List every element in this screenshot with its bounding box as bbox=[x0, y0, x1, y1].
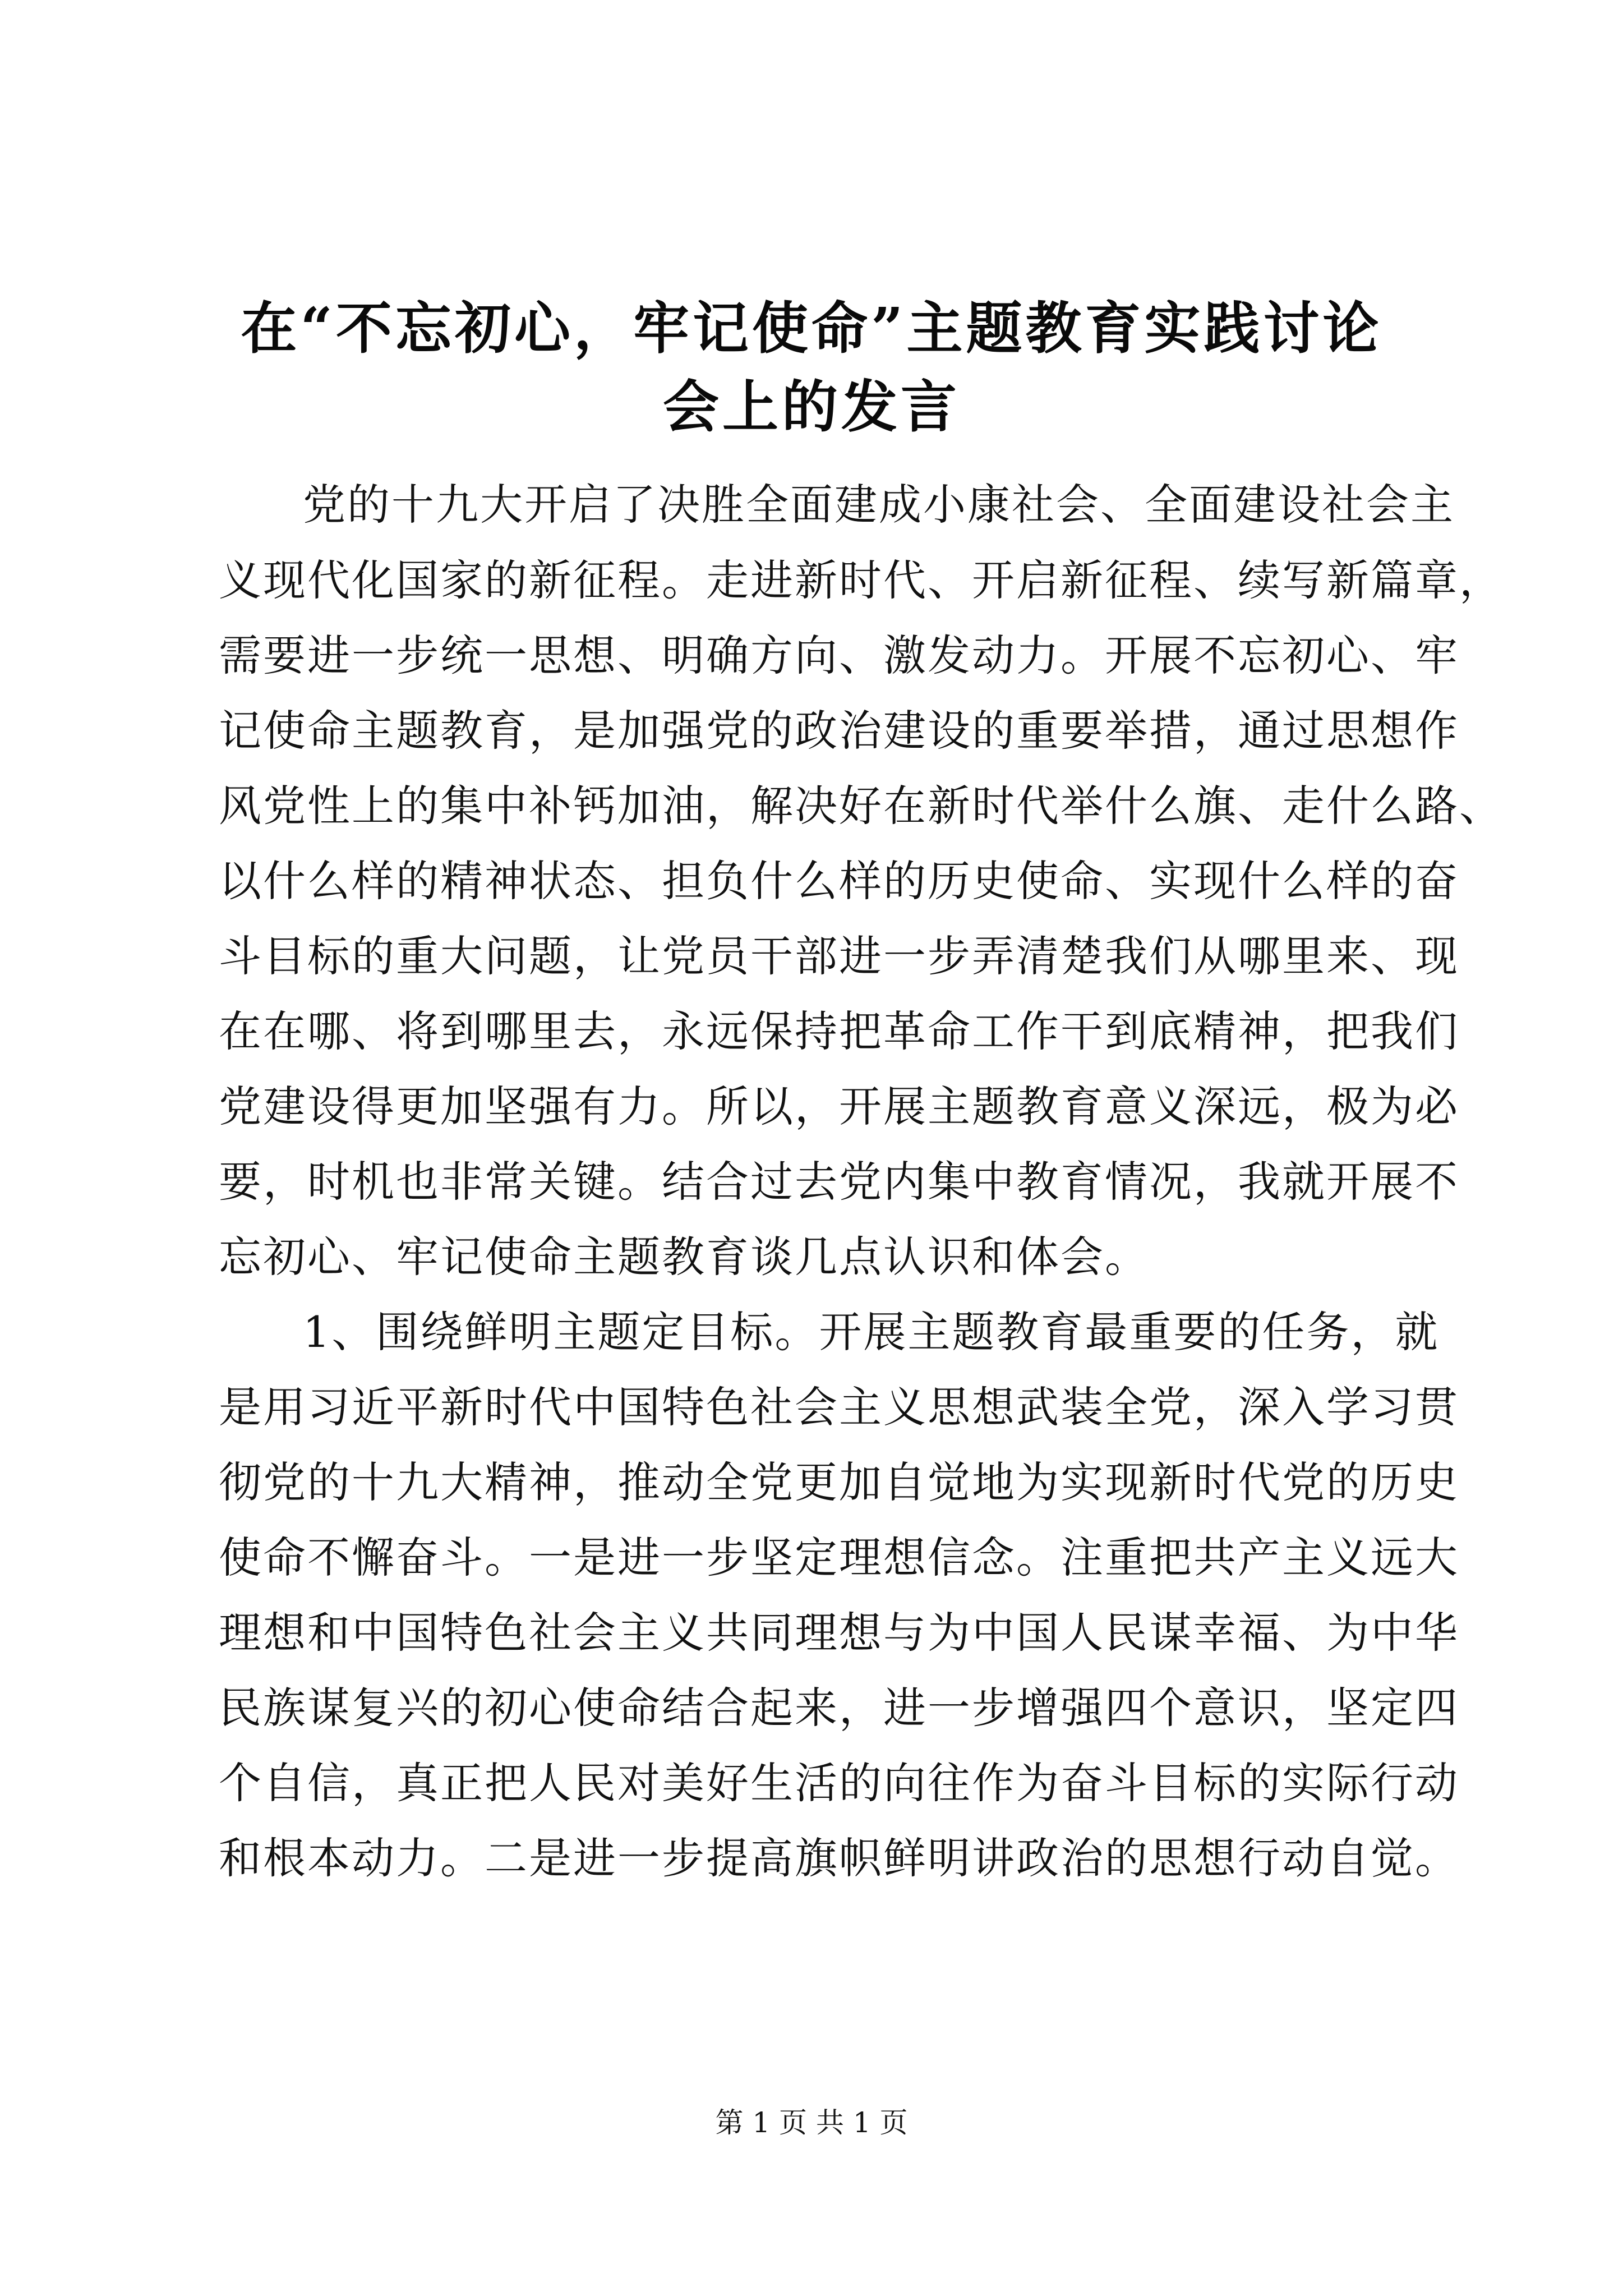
paragraph-line: 和根本动力。二是进一步提高旗帜鲜明讲政治的思想行动自觉。 bbox=[219, 1833, 1459, 1883]
document-title-line-2: 会上的发言 bbox=[663, 374, 960, 440]
paragraph-line: 斗目标的重大问题，让党员干部进一步弄清楚我们从哪里来、现 bbox=[219, 931, 1459, 981]
paragraph-line: 忘初心、牢记使命主题教育谈几点认识和体会。 bbox=[219, 1232, 1149, 1282]
paragraph-line: 需要进一步统一思想、明确方向、激发动力。开展不忘初心、牢 bbox=[219, 631, 1459, 680]
paragraph-line: 以什么样的精神状态、担负什么样的历史使命、实现什么样的奋 bbox=[219, 856, 1459, 906]
paragraph-line: 义现代化国家的新征程。走进新时代、开启新征程、续写新篇章， bbox=[219, 555, 1504, 605]
paragraph-line: 1、围绕鲜明主题定目标。开展主题教育最重要的任务，就 bbox=[303, 1307, 1440, 1357]
page-number-footer: 第 1 页 共 1 页 bbox=[715, 2106, 908, 2139]
paragraph-line: 理想和中国特色社会主义共同理想与为中国人民谋幸福、为中华 bbox=[219, 1608, 1459, 1658]
paragraph-line: 民族谋复兴的初心使命结合起来，进一步增强四个意识，坚定四 bbox=[219, 1683, 1459, 1733]
paragraph-line: 是用习近平新时代中国特色社会主义思想武装全党，深入学习贯 bbox=[219, 1382, 1459, 1432]
paragraph-line: 彻党的十九大精神，推动全党更加自觉地为实现新时代党的历史 bbox=[219, 1457, 1459, 1507]
paragraph-line: 风党性上的集中补钙加油，解决好在新时代举什么旗、走什么路、 bbox=[219, 781, 1504, 831]
paragraph-line: 在在哪、将到哪里去，永远保持把革命工作干到底精神，把我们 bbox=[219, 1006, 1459, 1056]
paragraph-line: 使命不懈奋斗。一是进一步坚定理想信念。注重把共产主义远大 bbox=[219, 1533, 1459, 1582]
paragraph-line: 党建设得更加坚强有力。所以，开展主题教育意义深远，极为必 bbox=[219, 1082, 1459, 1131]
paragraph-line: 党的十九大开启了决胜全面建成小康社会、全面建设社会主 bbox=[303, 480, 1455, 530]
paragraph-line: 记使命主题教育，是加强党的政治建设的重要举措，通过思想作 bbox=[219, 706, 1459, 756]
paragraph-line: 要，时机也非常关键。结合过去党内集中教育情况，我就开展不 bbox=[219, 1157, 1459, 1207]
paragraph-line: 个自信，真正把人民对美好生活的向往作为奋斗目标的实际行动 bbox=[219, 1758, 1459, 1808]
document-title-line-1: 在“不忘初心，牢记使命”主题教育实践讨论 bbox=[241, 295, 1382, 361]
